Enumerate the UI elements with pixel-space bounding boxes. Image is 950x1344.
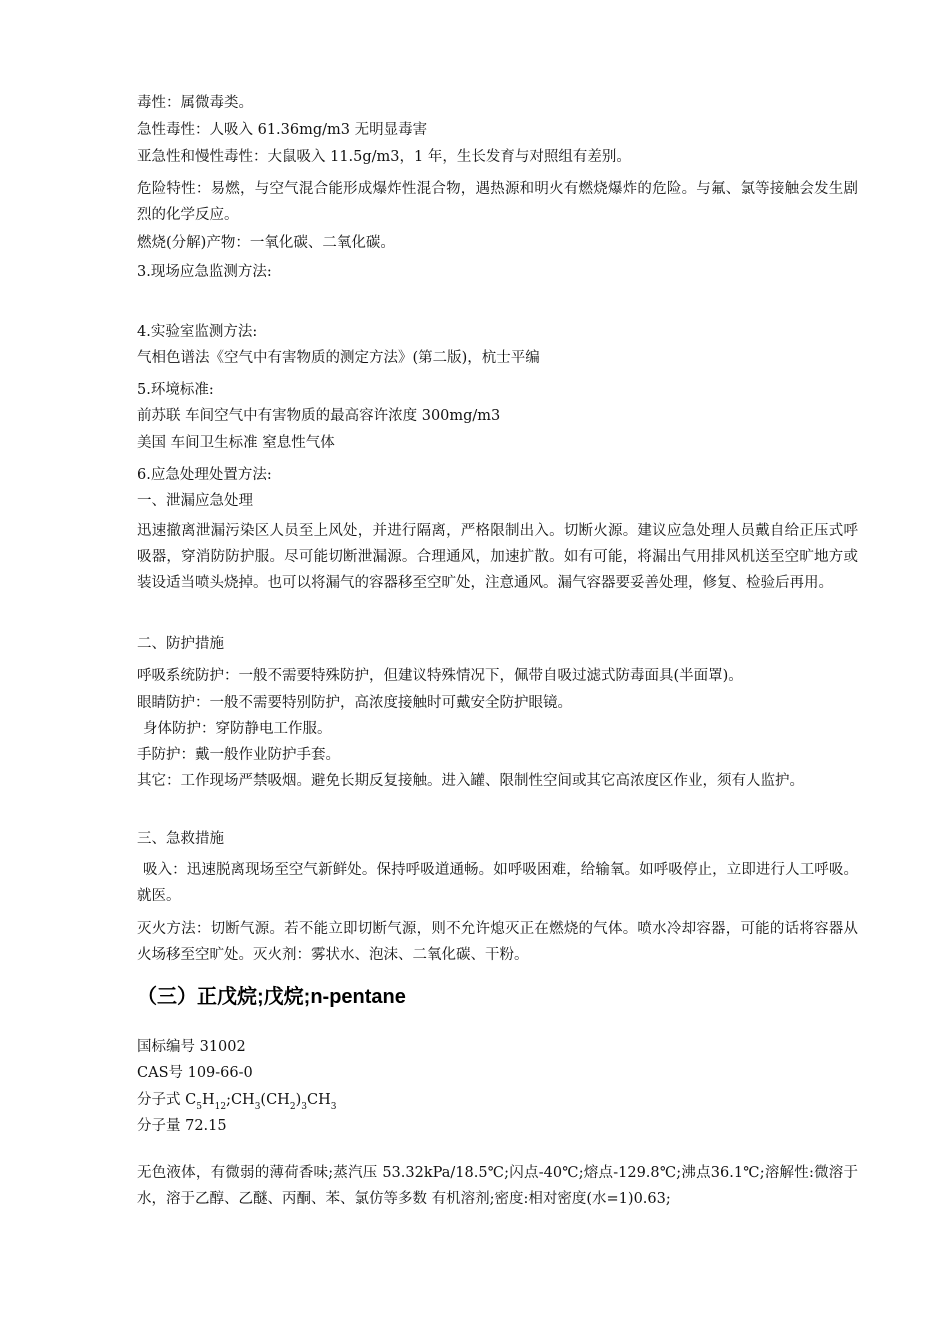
formula-close: ): [295, 1092, 302, 1108]
subacute-toxicity-line: 亚急性和慢性毒性：大鼠吸入 11.5g/m3，1 年，生长发育与对照组有差别。: [137, 149, 631, 165]
field-monitoring-heading: 3.现场应急监测方法:: [137, 264, 272, 280]
emergency-heading: 6.应急处理处置方法:: [137, 467, 272, 483]
eye-protection: 眼睛防护：一般不需要特别防护，高浓度接触时可戴安全防护眼镜。: [137, 695, 572, 711]
leak-paragraph: [137, 518, 858, 596]
formula-label: 分子式: [137, 1092, 181, 1108]
formula-ch2-sub: 2: [289, 1102, 296, 1112]
env-standard-us: 美国 车间卫生标准 窒息性气体: [137, 435, 335, 451]
properties-paragraph: [137, 1160, 858, 1212]
other-paragraph: [137, 768, 858, 794]
national-code-line: 国标编号 31002: [137, 1039, 246, 1055]
lab-monitoring-heading: 4.实验室监测方法:: [137, 324, 258, 340]
formula-c-sub: 5: [196, 1102, 202, 1112]
formula-ch3-sub-1: 3: [254, 1102, 261, 1112]
protection-heading: 二、防护措施: [137, 636, 224, 652]
formula-end: CH: [306, 1092, 331, 1108]
combustion-products-line: 燃烧(分解)产物：一氧化碳、二氧化碳。: [137, 235, 395, 251]
pentane-section-title: （三）正戊烷;戊烷;n-pentane: [137, 986, 406, 1008]
acute-toxicity-line: 急性毒性：人吸入 61.36mg/m3 无明显毒害: [137, 122, 428, 138]
formula-c: C: [185, 1092, 197, 1108]
first-aid-heading: 三、急救措施: [137, 831, 224, 847]
leak-text: 迅速撤离泄漏污染区人员至上风处，并进行隔离，严格限制出入。切断火源。建议应急处理人员戴自给正压式呼吸器，穿消防防护服。尽可能切断泄漏源。合理通风，加速扩散。如有可能，将漏出气用排风机送至空旷地方或装设适当喷头烧掉。也可以将漏气的容器移至空旷处，注意通风。漏气容器要妥善处理，修复、检验后再用。: [137, 523, 858, 591]
body-protection: 身体防护：穿防静电工作服。: [143, 721, 332, 737]
molecular-formula-line: [137, 1091, 858, 1116]
hazard-text: 危险特性：易燃，与空气混合能形成爆炸性混合物，遇热源和明火有燃烧爆炸的危险。与氟、氯等接触会发生剧烈的化学反应。: [137, 181, 858, 223]
env-standard-heading: 5.环境标准:: [137, 382, 214, 398]
toxicity-line: 毒性：属微毒类。: [137, 95, 253, 111]
formula-ch3-sub-2: 3: [301, 1102, 307, 1112]
respiratory-protection: 呼吸系统防护：一般不需要特殊防护，但建议特殊情况下，佩带自吸过滤式防毒面具(半面罩)。: [137, 668, 743, 684]
hazard-paragraph: [137, 176, 858, 228]
fire-fighting-paragraph: [137, 916, 858, 968]
fire-fighting-text: 灭火方法：切断气源。若不能立即切断气源，则不允许熄灭正在燃烧的气体。喷水冷却容器，可能的话将容器从火场移至空旷处。灭火剂：雾状水、泡沫、二氧化碳、干粉。: [137, 921, 858, 963]
formula-ch3-sub-3: 3: [330, 1102, 337, 1112]
molecular-weight-line: 分子量 72.15: [137, 1118, 227, 1134]
formula-h: H: [201, 1092, 215, 1108]
hand-protection: 手防护：戴一般作业防护手套。: [137, 747, 340, 763]
formula-sep: ;CH: [226, 1092, 255, 1108]
inhalation-text: 吸入：迅速脱离现场至空气新鲜处。保持呼吸道通畅。如呼吸困难，给输氧。如呼吸停止，立即进行人工呼吸。就医。: [137, 862, 858, 904]
formula-h-sub: 12: [214, 1102, 227, 1112]
formula-mid: (CH: [260, 1092, 290, 1108]
other-text: 其它：工作现场严禁吸烟。避免长期反复接触。进入罐、限制性空间或其它高浓度区作业，须有人监护。: [137, 773, 804, 789]
cas-number-line: CAS号 109-66-0: [137, 1065, 253, 1081]
lab-monitoring-text: 气相色谱法《空气中有害物质的测定方法》(第二版)，杭士平编: [137, 350, 540, 366]
inhalation-paragraph: [137, 857, 858, 909]
properties-text: 无色液体，有微弱的薄荷香味;蒸汽压 53.32kPa/18.5℃;闪点-40℃;熔点-129.8℃;沸点36.1℃;溶解性:微溶于水，溶于乙醇、乙醚、丙酮、苯、氯仿等多数 有机溶剂;密度:相对密度(水=1)0.63;: [137, 1165, 858, 1207]
leak-heading: 一、泄漏应急处理: [137, 493, 253, 509]
env-standard-ussr: 前苏联 车间空气中有害物质的最高容许浓度 300mg/m3: [137, 408, 501, 424]
